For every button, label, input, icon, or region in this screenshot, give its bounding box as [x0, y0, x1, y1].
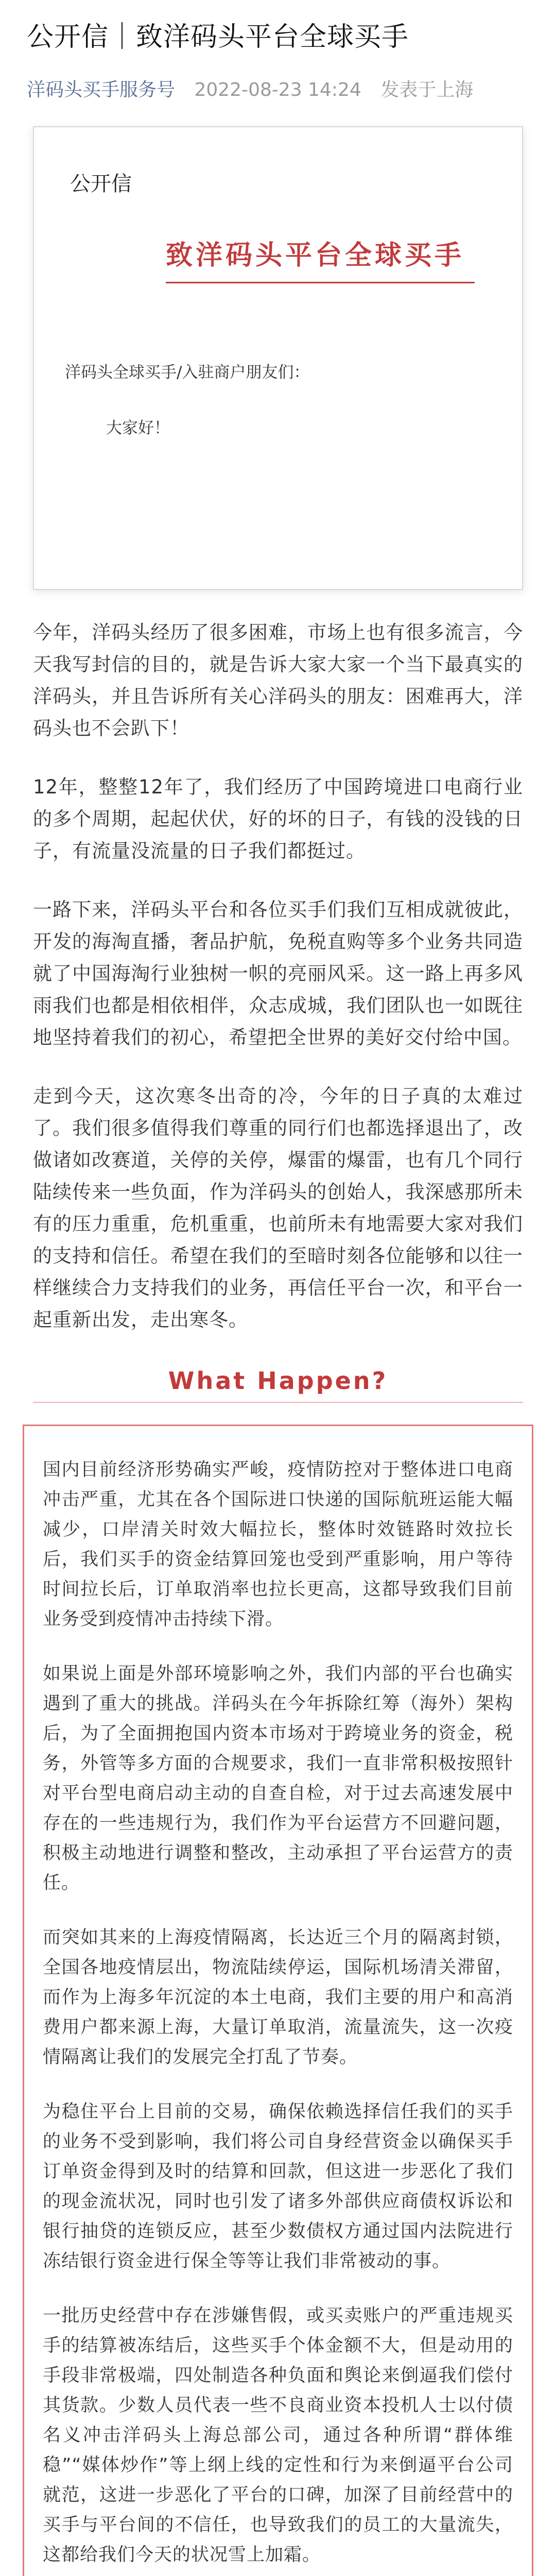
- section-title: What Happen?: [168, 1367, 388, 1395]
- card-fade: [34, 527, 522, 589]
- publish-date: 2022-08-23 14:24: [194, 79, 361, 100]
- boxed-paragraph: 而突如其来的上海疫情隔离，长达近三个月的隔离封锁，全国各地疫情层出，物流陆续停运，国际机场清关滞留，而作为上海多年沉淀的本土电商，我们主要的用户和高消费用户都来源上海，大量订单取消，流量流失，这一次疫情隔离让我们的发展完全打乱了节奏。: [43, 1927, 513, 2067]
- section-divider: [33, 1402, 523, 1404]
- section-heading: [33, 1367, 523, 1404]
- paragraph: 今年，洋码头经历了很多困难，市场上也有很多流言，今天我写封信的目的，就是告诉大家大家一个当下最真实的洋码头，并且告诉所有关心洋码头的朋友：困难再大，洋码头也不会趴下！: [33, 621, 523, 739]
- article-body: [0, 617, 556, 1404]
- article-header: [0, 0, 556, 101]
- card-underline: [166, 282, 475, 283]
- article-meta: [27, 75, 529, 101]
- boxed-paragraph: 一批历史经营中存在涉嫌售假，或买卖账户的严重违规买手的结算被冻结后，这些买手个体金额不大，但是动用的手段非常极端，四处制造各种负面和舆论来倒逼我们偿付其货款。少数人员代表一些不良商业资本投机人士以付债名义冲击洋码头上海总部公司，通过各种所谓“群体维稳”“媒体炒作”等上纲上线的定性和行为来倒逼平台公司就范，这进一步恶化了平台的口碑，加深了目前经营中的买手与平台间的不信任，也导致我们的员工的大量流失，这都给我们今天的状况雪上加霜。: [43, 2306, 513, 2565]
- card-greeting: 洋码头全球买手/入驻商户朋友们：: [65, 363, 310, 382]
- letter-card-image: [33, 126, 523, 590]
- author-link[interactable]: 洋码头买手服务号: [27, 79, 176, 100]
- article-title: 公开信｜致洋码头平台全球买手: [27, 22, 409, 53]
- paragraph: 走到今天，这次寒冬出奇的冷，今年的日子真的太难过了。我们很多值得我们尊重的同行们也都选择退出了，改做诸如改赛道，关停的关停，爆雷的爆雷，也有几个同行陆续传来一些负面，作为洋码头的创始人，我深感那所未有的压力重重，危机重重，也前所未有地需要大家对我们的支持和信任。希望在我们的至暗时刻各位能够和以往一样继续合力支持我们的业务，再信任平台一次，和平台一起重新出发，走出寒冬。: [33, 1085, 523, 1331]
- boxed-paragraph: 国内目前经济形势确实严峻，疫情防控对于整体进口电商冲击严重，尤其在各个国际进口快递的国际航班运能大幅减少，口岸清关时效大幅拉长，整体时效链路时效拉长后，我们买手的资金结算回笼也受到严重影响，用户等待时间拉长后，订单取消率也拉长更高，这都导致我们目前业务受到疫情冲击持续下滑。: [43, 1460, 513, 1630]
- paragraph: 一路下来，洋码头平台和各位买手们我们互相成就彼此，开发的海淘直播，奢品护航，免税直购等多个业务共同造就了中国海淘行业独树一帜的亮丽风采。这一路上再多风雨我们也都是相依相伴，众志成城，我们团队也一如既往地坚持着我们的初心，希望把全世界的美好交付给中国。: [33, 899, 523, 1048]
- boxed-content: [23, 1425, 533, 2576]
- card-label: 公开信: [70, 172, 132, 196]
- card-slogan: 致洋码头平台全球买手: [166, 240, 465, 271]
- card-dear: 大家好！: [106, 419, 170, 437]
- paragraph: 12年，整整12年了，我们经历了中国跨境进口电商行业的多个周期，起起伏伏，好的坏的日子，有钱的没钱的日子，有流量没流量的日子我们都挺过。: [33, 776, 523, 862]
- boxed-paragraph: 为稳住平台上目前的交易，确保依赖选择信任我们的买手的业务不受到影响，我们将公司自身经营资金以确保买手订单资金得到及时的结算和回款，但这进一步恶化了我们的现金流状况，同时也引发了诸多外部供应商债权诉讼和银行抽贷的连锁反应，甚至少数债权方通过国内法院进行冻结银行资金进行保全等等让我们非常被动的事。: [43, 2102, 513, 2272]
- publish-location: 发表于上海: [380, 79, 474, 100]
- boxed-paragraph: 如果说上面是外部环境影响之外，我们内部的平台也确实遇到了重大的挑战。洋码头在今年拆除红筹（海外）架构后，为了全面拥抱国内资本市场对于跨境业务的资金，税务，外管等多方面的合规要求，我们一直非常积极按照针对平台型电商启动主动的自查自检，对于过去高速发展中存在的一些违规行为，我们作为平台运营方不回避问题，积极主动地进行调整和整改，主动承担了平台运营方的责任。: [43, 1664, 513, 1893]
